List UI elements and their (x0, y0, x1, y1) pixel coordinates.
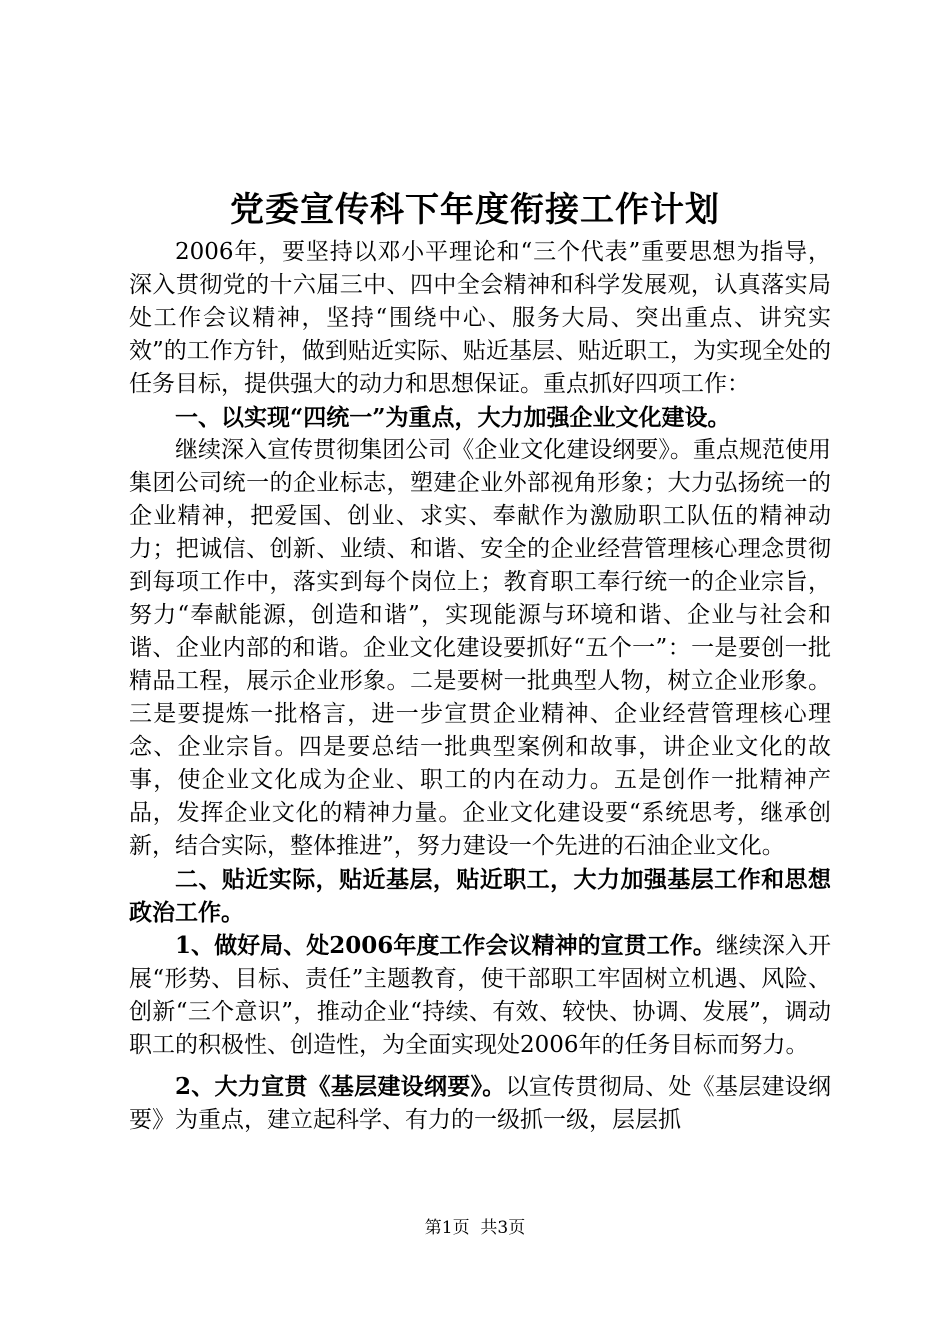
item-1-paragraph (129, 929, 831, 1062)
document-body (129, 236, 831, 1137)
section-1-heading: 一、以实现“四统一”为重点，大力加强企业文化建设。 (175, 404, 731, 431)
item-2-text: 以宣传贯彻局、处《基层建设纲要》为重点，建立起科学、有力的一级抓一级，层层抓 (129, 1074, 831, 1133)
page-total: 共3页 (480, 1218, 526, 1238)
document-title: 党委宣传科下年度衔接工作计划 (230, 190, 720, 230)
item-2-heading: 2、大力宣贯《基层建设纲要》。 (175, 1073, 506, 1100)
page-number: 第1页 (424, 1218, 470, 1238)
section-2-heading: 二、贴近实际，贴近基层，贴近职工，大力加强基层工作和思想政治工作。 (129, 866, 831, 926)
page-footer (0, 1216, 950, 1240)
item-1-heading: 1、做好局、处2006年度工作会议精神的宣贯工作。 (175, 932, 716, 959)
intro-paragraph: 2006年，要坚持以邓小平理论和“三个代表”重要思想为指导，深入贯彻党的十六届三中、四中全会精神和科学发展观，认真落实局处工作会议精神，坚持“围绕中心、服务大局、突出重点、讲究实效”的工作方针，做到贴近实际、贴近基层、贴近职工，为实现全处的任务目标，提供强大的动力和思想保证。重点抓好四项工作： (129, 239, 831, 397)
section-1-paragraph: 继续深入宣传贯彻集团公司《企业文化建设纲要》。重点规范使用集团公司统一的企业标志，塑建企业外部视角形象；大力弘扬统一的企业精神，把爱国、创业、求实、奉献作为激励职工队伍的精神动力；把诚信、创新、业绩、和谐、安全的企业经营管理核心理念贯彻到每项工作中，落实到每个岗位上；教育职工奉行统一的企业宗旨，努力“奉献能源，创造和谐”，实现能源与环境和谐、企业与社会和谐、企业内部的和谐。企业文化建设要抓好“五个一”：一是要创一批精品工程，展示企业形象。二是要树一批典型人物，树立企业形象。三是要提炼一批格言，进一步宣贯企业精神、企业经营管理核心理念、企业宗旨。四是要总结一批典型案例和故事，讲企业文化的故事，使企业文化成为企业、职工的内在动力。五是创作一批精神产品，发挥企业文化的精神力量。企业文化建设要“系统思考，继承创新，结合实际，整体推进”，努力建设一个先进的石油企业文化。 (129, 437, 831, 859)
item-1-text: 继续深入开展“形势、目标、责任”主题教育，使干部职工牢固树立机遇、风险、创新“三个意识”，推动企业“持续、有效、较快、协调、发展”，调动职工的积极性、创造性，为全面实现处2006年的任务目标而努力。 (129, 933, 831, 1058)
item-2-paragraph (129, 1070, 831, 1137)
